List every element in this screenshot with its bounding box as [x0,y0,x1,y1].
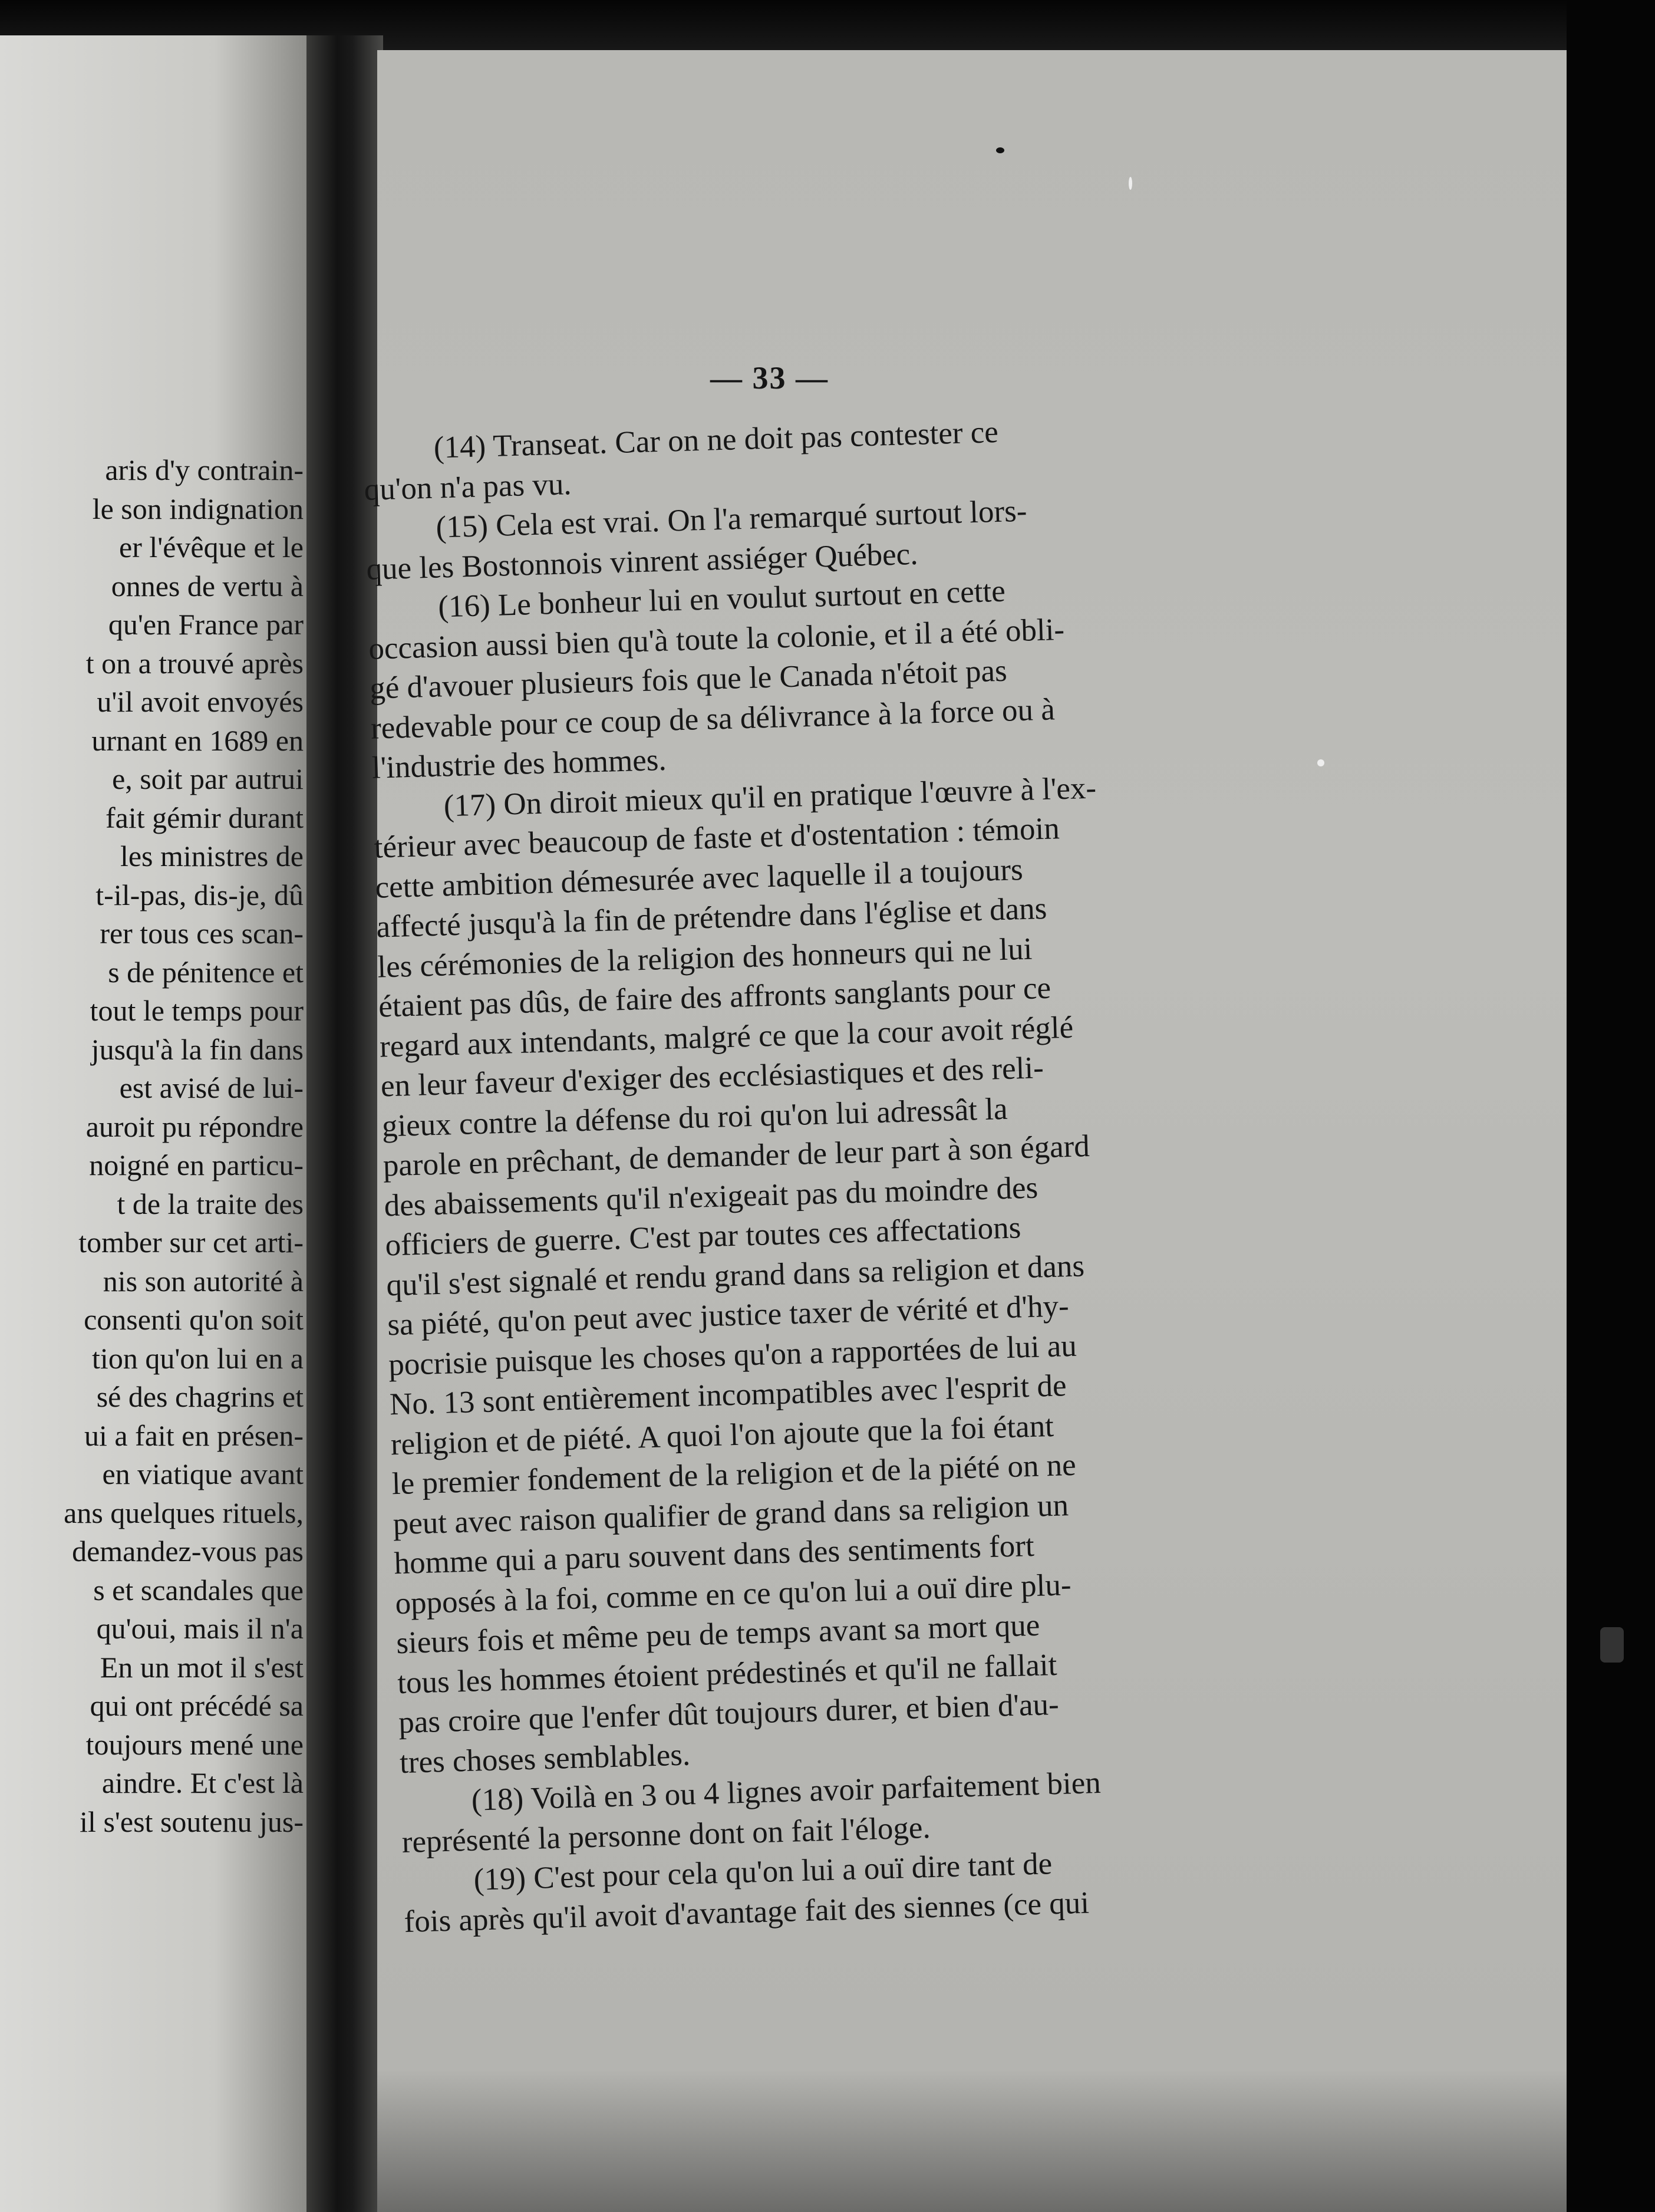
note-first-line: (16) Le bonheur lui en voulut surtout en cette [437,574,1006,624]
left-page-line: En un mot il s'est [100,1650,304,1684]
left-page-line: t-il-pas, dis-je, dû [95,878,304,911]
left-page-line: urnant en 1689 en [91,723,304,757]
dust-speck [1317,759,1324,766]
left-page-line: onnes de vertu à [111,569,304,603]
left-page-line: ui a fait en présen- [84,1418,304,1452]
text-line: que les Bostonnois vinrent assiéger Québec. [365,536,919,587]
note-first-line: (14) Transeat. Car on ne doit pas contester ce [433,414,999,465]
text-line: religion et de piété. A quoi l'on ajoute que la foi étant [390,1408,1054,1462]
left-page-line: ans quelques rituels, [64,1496,304,1529]
left-page-line: t de la traite des [117,1187,304,1220]
left-page-line: aindre. Et c'est là [101,1766,304,1799]
text-line: cette ambition démesurée avec laquelle il a toujours [374,852,1024,905]
text-line: qu'il s'est signalé et rendu grand dans sa religion et dans [385,1248,1085,1302]
text-line: térieur avec beaucoup de faste et d'ostentation : témoin [373,811,1060,865]
left-page-line: tout le temps pour [90,994,304,1027]
text-line: tous les hommes étoient prédestinés et qu'il ne fallait [397,1647,1058,1700]
text-line: homme qui a paru souvent dans des sentiments fort [393,1528,1035,1581]
text-line: le premier fondement de la religion et de la piété on ne [391,1447,1077,1502]
text-line: qu'on n'a pas vu. [363,466,572,507]
text-line: pocrisie puisque les choses qu'on a rapportées de lui au [388,1328,1077,1382]
left-page-line: tion qu'on lui en a [92,1341,304,1375]
note-first-line: (18) Voilà en 3 ou 4 lignes avoir parfaitement bien [471,1765,1102,1818]
text-line: sieurs fois et même peu de temps avant sa mort que [395,1608,1040,1661]
dust-speck [1600,1627,1624,1663]
left-page-line: s et scandales que [93,1573,304,1607]
left-page-line: nis son autorité à [103,1264,304,1298]
note-first-line: (19) C'est pour cela qu'on lui a ouï dire tant de [473,1846,1053,1897]
text-line: No. 13 sont entièrement incompatibles avec l'esprit de [389,1368,1067,1422]
right-dark-margin [1567,0,1655,2212]
left-page-line: auroit pu répondre [85,1110,304,1143]
page-bottom-shadow [377,2069,1568,2212]
left-facing-page [0,35,306,2212]
text-line: pas croire que l'enfer dût toujours durer, et bien d'au- [398,1687,1060,1740]
book-gutter-shadow [306,35,383,2212]
left-page-line: demandez-vous pas [72,1535,304,1568]
text-line: occasion aussi bien qu'à toute la colonie, et il a été obli- [368,612,1065,666]
text-line: sa piété, qu'on peut avec justice taxer de vérité et d'hy- [387,1289,1070,1342]
left-page-line: est avisé de lui- [119,1071,304,1104]
left-page-line: il s'est soutenu jus- [80,1805,304,1838]
left-page-line: rer tous ces scan- [100,917,304,950]
page-number: — 33 — [710,360,829,396]
left-page-line: s de pénitence et [108,955,304,989]
note-first-line: (15) Cela est vrai. On l'a remarqué surtout lors- [435,493,1028,545]
left-page-line: qui ont précédé sa [90,1689,304,1722]
text-line: fois après qu'il avoit d'avantage fait des siennes (ce qui [403,1885,1090,1939]
text-line: gieux contre la défense du roi qu'on lui adressât la [381,1091,1008,1144]
left-page-line: toujours mené une [85,1727,304,1761]
text-line: des abaissements qu'il n'exigeait pas du moindre des [383,1170,1039,1223]
text-line: opposés à la foi, comme en ce qu'on lui a ouï dire plu- [394,1567,1072,1621]
left-page-line: e, soit par autrui [112,762,304,795]
left-page-line: qu'oui, mais il n'a [96,1612,304,1645]
left-page-line: en viatique avant [102,1457,304,1490]
left-page-line: consenti qu'on soit [84,1303,304,1336]
left-page-line: noigné en particu- [89,1148,304,1181]
left-page-line: aris d'y contrain- [105,453,304,486]
left-page-line: u'il avoit envoyés [97,685,304,718]
left-page-text [0,451,304,1841]
text-line: parole en prêchant, de demander de leur part à son égard [383,1129,1090,1183]
left-page-line: sé des chagrins et [96,1380,304,1413]
dust-speck [1129,177,1132,190]
text-line: étaient pas dûs, de faire des affronts sanglants pour ce [378,970,1051,1024]
text-line: représenté la personne dont on fait l'éloge. [401,1810,931,1859]
left-page-line: qu'en France par [108,608,304,641]
text-line: officiers de guerre. C'est par toutes ces affectations [384,1210,1021,1263]
text-line: l'industrie des hommes. [371,742,667,785]
note-first-line: (17) On diroit mieux qu'il en pratique l'œuvre à l'ex- [443,770,1097,823]
left-page-line: tomber sur cet arti- [78,1226,304,1259]
text-line: peut avec raison qualifier de grand dans sa religion un [392,1487,1069,1541]
text-line: gé d'avouer plusieurs fois que le Canada n'étoit pas [369,653,1008,706]
left-page-line: les ministres de [120,840,304,873]
text-line: redevable pour ce coup de sa délivrance à la force ou à [370,692,1056,746]
text-line: en leur faveur d'exiger des ecclésiastiques et des reli- [380,1051,1044,1104]
text-line: affecté jusqu'à la fin de prétendre dans l'église et dans [375,891,1047,944]
left-page-line: le son indignation [92,492,304,525]
left-page-line: jusqu'à la fin dans [91,1032,304,1066]
dust-speck [996,147,1004,153]
left-page-line: fait gémir durant [106,801,304,834]
left-page-line: er l'évêque et le [119,531,304,564]
text-line: les cérémonies de la religion des honneurs qui ne lui [377,931,1033,985]
main-page-text [362,404,1336,1942]
text-line: regard aux intendants, malgré ce que la cour avoit réglé [379,1010,1074,1064]
left-page-line: t on a trouvé après [85,646,304,680]
text-line: tres choses semblables. [399,1737,691,1780]
